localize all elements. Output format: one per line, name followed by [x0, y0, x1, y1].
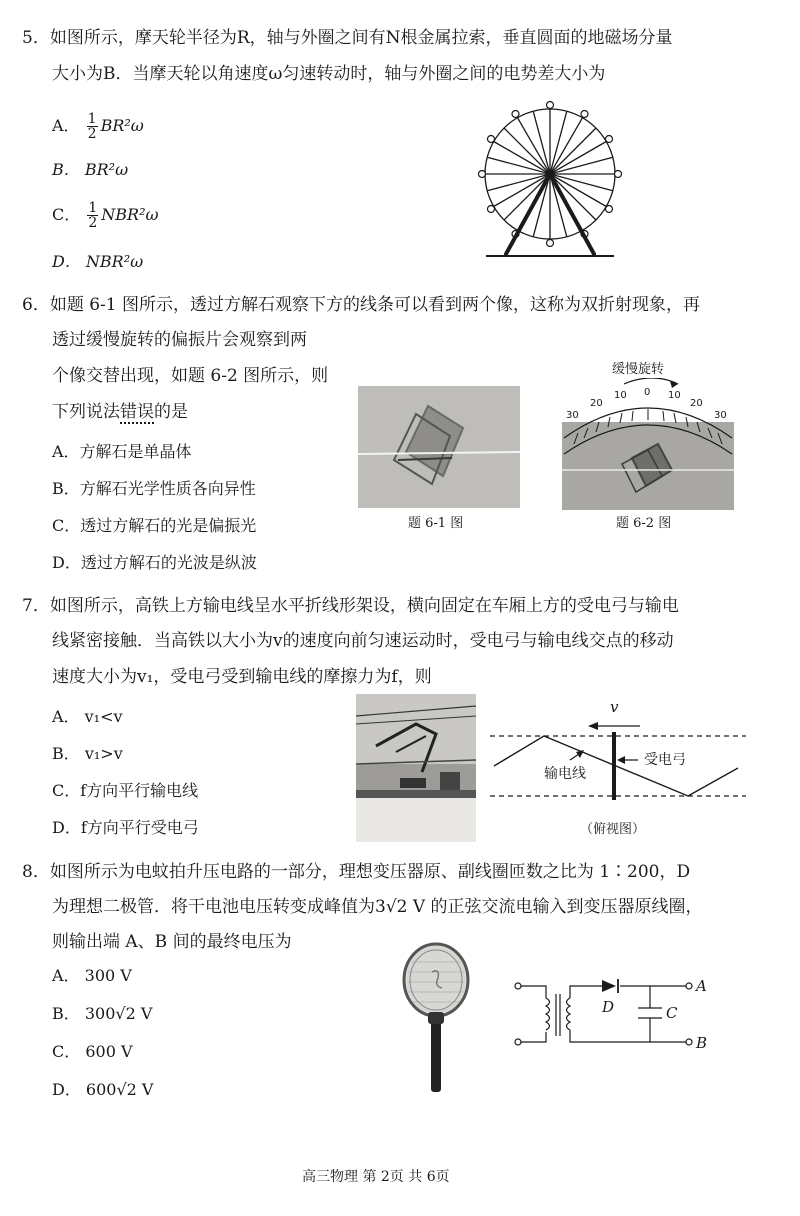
emphasis-word: 错误: [120, 402, 154, 422]
q5-stem-line2: 大小为B．当摩天轮以角速度ω匀速转动时，轴与外圈之间的电势差大小为: [52, 64, 606, 84]
q6-stem-line1: 6．如题 6-1 图所示，透过方解石观察下方的线条可以看到两个像，这称为双折射现象，再: [22, 295, 700, 315]
polarizer-photo-6-2: [562, 378, 734, 510]
q5-option-a-fraction: $\frac{1}{2}$: [87, 111, 97, 142]
scale-label: 30: [566, 410, 579, 421]
capacitor-label: C: [666, 1004, 678, 1022]
q6-stem-line2: 透过缓慢旋转的偏振片会观察到两: [52, 330, 307, 350]
q5-stem-line1: 5．如图所示，摩天轮半径为R，轴与外圈之间有N根金属拉索，垂直圆面的地磁场分量: [22, 28, 673, 48]
q5-option-c-fraction: $\frac{1}{2}$: [88, 200, 98, 231]
page-footer: 高三物理 第 2页 共 6页: [302, 1169, 450, 1185]
terminal-b-label: B: [696, 1034, 708, 1052]
q7-option-c[interactable]: C．f方向平行输电线: [52, 781, 199, 800]
train-pantograph-photo: [356, 694, 476, 842]
figure-6-2-title: 缓慢旋转: [612, 362, 665, 377]
top-view-caption: （俯视图）: [580, 822, 646, 837]
scale-label: 10: [668, 390, 681, 401]
q7-option-b[interactable]: B． v₁>v: [52, 744, 123, 763]
scale-label: 20: [590, 398, 603, 409]
scale-label: 30: [714, 410, 727, 421]
scale-label: 0: [644, 387, 651, 398]
q5-option-a[interactable]: A． $\frac{1}{2}$ BR²ω: [52, 111, 144, 142]
top-view-diagram: [488, 698, 750, 826]
q7-option-d[interactable]: D．f方向平行受电弓: [52, 818, 199, 837]
pantograph-label: 受电弓: [644, 752, 686, 768]
q5-option-b[interactable]: B． BR²ω: [52, 160, 129, 179]
figure-6-2-caption: 题 6-2 图: [616, 516, 672, 531]
q7-stem-line3: 速度大小为v₁，受电弓受到输电线的摩擦力为f，则: [52, 667, 432, 687]
q8-stem-line3: 则输出端 A、B 间的最终电压为: [52, 932, 292, 952]
q6-option-d[interactable]: D．透过方解石的光波是纵波: [52, 553, 257, 572]
q5-option-d[interactable]: D． NBR²ω: [52, 252, 144, 271]
diode-symbol: [602, 980, 616, 992]
calcite-photo-6-1: [358, 386, 520, 508]
q8-stem-line2: 为理想二极管．将干电池电压转变成峰值为3√2 V 的正弦交流电输入到变压器原线圈，: [52, 897, 703, 917]
mosquito-swatter-photo: [398, 942, 476, 1094]
figure-6-1-caption: 题 6-1 图: [408, 516, 464, 531]
q8-option-a[interactable]: A． 300 V: [52, 966, 132, 985]
q7-stem-line2: 线紧密接触．当高铁以大小为v的速度向前匀速运动时，受电弓与输电线交点的移动: [52, 631, 674, 651]
scale-label: 20: [690, 398, 703, 409]
q6-option-c[interactable]: C．透过方解石的光是偏振光: [52, 516, 257, 535]
q8-option-d[interactable]: D． 600√2 V: [52, 1080, 154, 1099]
q6-stem-line4: 下列说法错误的是: [52, 402, 188, 422]
scale-label: 10: [614, 390, 627, 401]
q5-option-c[interactable]: C． $\frac{1}{2}$ NBR²ω: [52, 200, 159, 231]
diode-label: D: [602, 998, 615, 1016]
q7-stem-line1: 7．如图所示，高铁上方输电线呈水平折线形架设，横向固定在车厢上方的受电弓与输电: [22, 596, 679, 616]
q7-option-a[interactable]: A． v₁<v: [52, 707, 123, 726]
transformer-circuit-diagram: [506, 964, 720, 1064]
q8-stem-line1: 8．如图所示为电蚊拍升压电路的一部分，理想变压器原、副线圈匝数之比为 1∶200，D: [22, 862, 691, 882]
ferris-wheel-figure: [472, 96, 632, 266]
q8-option-b[interactable]: B． 300√2 V: [52, 1004, 153, 1023]
terminal-a-label: A: [696, 977, 707, 995]
q8-option-c[interactable]: C． 600 V: [52, 1042, 133, 1061]
q6-option-b[interactable]: B．方解石光学性质各向异性: [52, 479, 256, 498]
velocity-label: v: [610, 698, 619, 716]
q6-option-a[interactable]: A．方解石是单晶体: [52, 442, 192, 461]
q6-stem-line3: 个像交替出现，如题 6-2 图所示，则: [52, 366, 329, 386]
wire-label: 输电线: [544, 766, 586, 782]
